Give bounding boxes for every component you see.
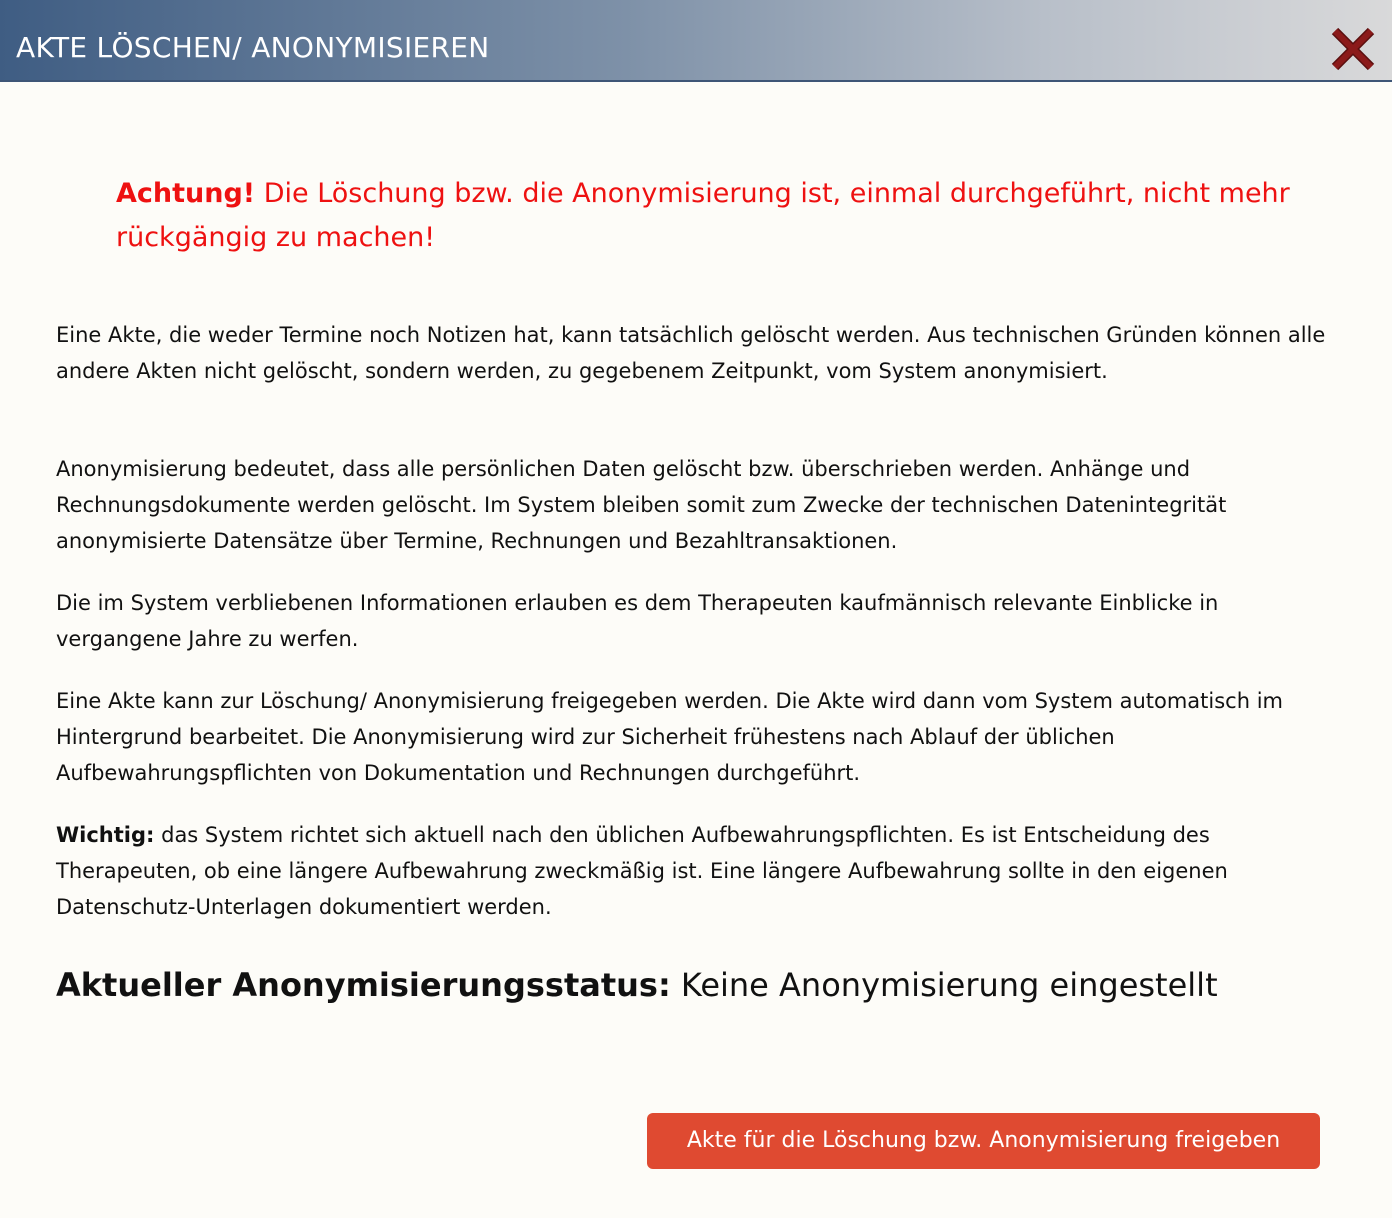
important-text: das System richtet sich aktuell nach den üblichen Aufbewahrungspflichten. Es ist Entscheidung des Therapeuten, ob eine längere Aufbewahrung zweckmäßig ist. Eine längere Aufbewahrung sollte in den eigenen Datenschutz-Unterlagen dokumentiert werden. xyxy=(56,823,1228,919)
important-note xyxy=(56,817,1346,925)
dialog-content xyxy=(0,84,1392,1218)
dialog-titlebar xyxy=(0,0,1392,82)
warning-emphasis: Achtung! xyxy=(116,178,256,209)
close-button[interactable] xyxy=(1328,24,1378,74)
status-label: Aktueller Anonymisierungsstatus: xyxy=(56,966,671,1004)
info-paragraph-remaining-data: Die im System verbliebenen Informationen erlauben es dem Therapeuten kaufmännisch relevante Einblicke in vergangene Jahre zu werfen. xyxy=(56,591,1219,651)
important-label: Wichtig: xyxy=(56,823,155,847)
warning-text: Die Löschung bzw. die Anonymisierung ist, einmal durchgeführt, nicht mehr rückgängig zu machen! xyxy=(116,178,1290,253)
info-paragraph-deletion: Eine Akte, die weder Termine noch Notizen hat, kann tatsächlich gelöscht werden. Aus technischen Gründen können alle andere Akten nicht gelöscht, sondern werden, zu gegebenem Zeitpunkt, vom System anonymisiert. xyxy=(56,323,1326,383)
status-value: Keine Anonymisierung eingestellt xyxy=(670,966,1218,1004)
info-paragraph-release: Eine Akte kann zur Löschung/ Anonymisierung freigegeben werden. Die Akte wird dann vom System automatisch im Hintergrund bearbeitet. Die Anonymisierung wird zur Sicherheit frühestens nach Ablauf der üblichen Aufbewahrungspflichten von Dokumentation und Rechnungen durchgeführt. xyxy=(56,689,1284,785)
anonymization-status xyxy=(56,962,1218,1008)
close-x-icon xyxy=(1328,24,1378,74)
release-for-deletion-button[interactable]: Akte für die Löschung bzw. Anonymisierung freigeben xyxy=(647,1113,1320,1169)
dialog-title: AKTE LÖSCHEN/ ANONYMISIEREN xyxy=(16,31,490,64)
warning-message xyxy=(116,172,1316,260)
info-paragraph-anonymization: Anonymisierung bedeutet, dass alle persönlichen Daten gelöscht bzw. überschrieben werden. Anhänge und Rechnungsdokumente werden gelöscht. Im System bleiben somit zum Zwecke der technischen Datenintegrität anonymisierte Datensätze über Termine, Rechnungen und Bezahltransaktionen. xyxy=(56,457,1227,553)
